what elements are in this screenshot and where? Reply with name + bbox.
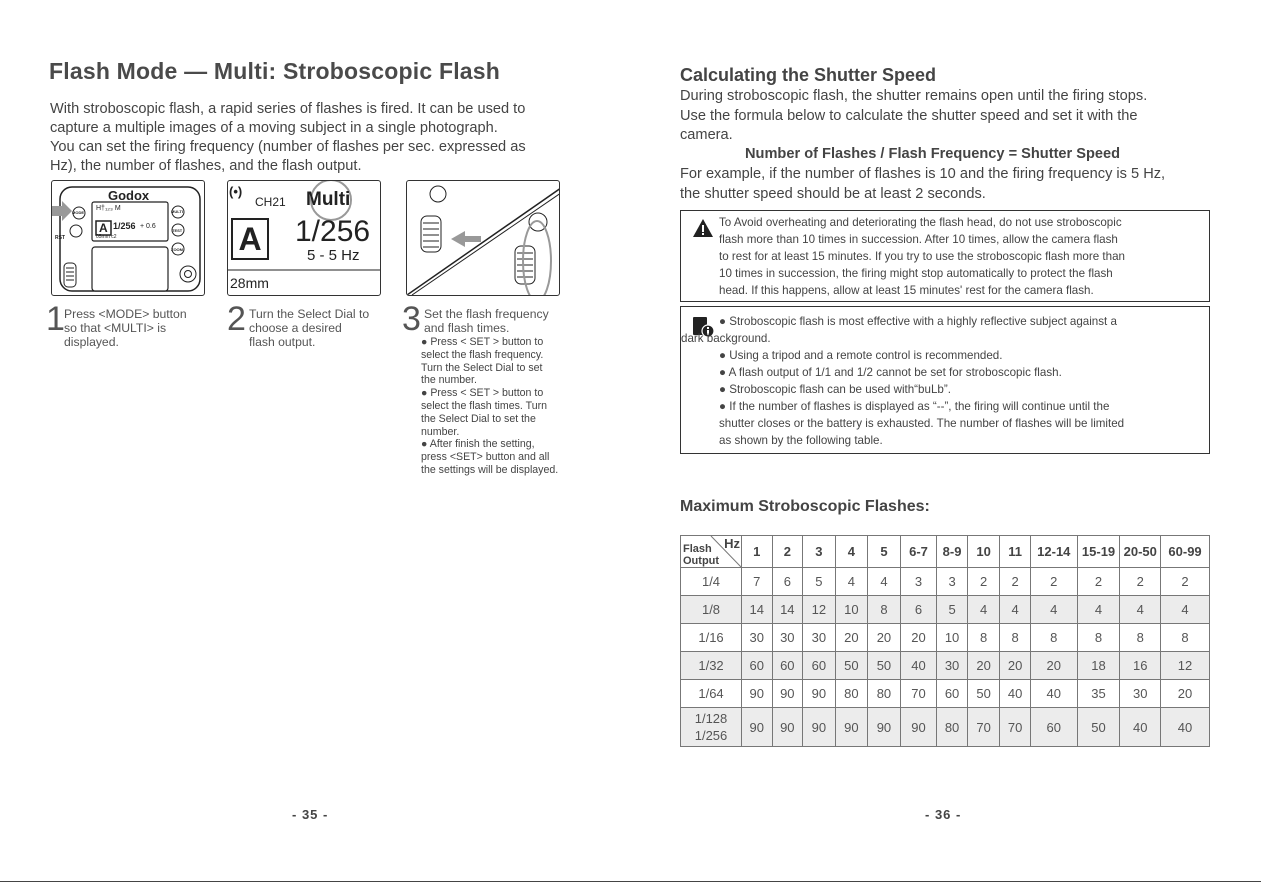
table-cell: 8	[868, 596, 901, 624]
table-cell: 12	[1161, 652, 1210, 680]
screen-compensation: + 0.6	[140, 223, 156, 230]
multi-button-label: MULTI	[171, 209, 183, 214]
table-cell: 50	[1077, 708, 1120, 747]
table-cell: 8	[967, 624, 1000, 652]
screen-mode-letter: A	[99, 221, 108, 235]
note-line: ● If the number of flashes is displayed as “--”, the firing will continue until the	[719, 400, 1110, 413]
row-label-line: 1/256	[694, 728, 728, 743]
table-cell: 40	[1030, 680, 1077, 708]
table-header-cell: 6-7	[900, 536, 937, 568]
table-cell: 8	[1030, 624, 1077, 652]
table-cell: 12	[803, 596, 836, 624]
table-header-cell: 5	[868, 536, 901, 568]
warning-icon	[692, 218, 714, 238]
table-cell: 8	[1000, 624, 1031, 652]
para-line: camera.	[680, 127, 733, 144]
table-cell: 30	[742, 624, 773, 652]
table-cell: 18	[1077, 652, 1120, 680]
row-label-cell: 1/32	[681, 652, 742, 680]
warning-line: To Avoid overheating and deteriorating the flash head, do not use stroboscopic	[719, 216, 1122, 229]
step-number: 2	[227, 300, 246, 338]
table-cell: 70	[967, 708, 1000, 747]
table-header-cell: 2	[772, 536, 803, 568]
table-corner-cell	[681, 536, 742, 568]
table-cell: 50	[967, 680, 1000, 708]
table-cell: 4	[1000, 596, 1031, 624]
table-cell: 20	[900, 624, 937, 652]
table-cell: 90	[900, 708, 937, 747]
table-row	[681, 568, 1210, 596]
table-cell: 40	[1120, 708, 1161, 747]
table-cell: 40	[1161, 708, 1210, 747]
step-line: displayed.	[64, 335, 119, 349]
mode-button-label: MODE	[72, 210, 84, 215]
shutter-paragraph	[680, 87, 1220, 146]
table-cell: 70	[900, 680, 937, 708]
step-line: and flash times.	[424, 321, 510, 335]
table-cell: 2	[1000, 568, 1031, 596]
flash-output-label: Flash Output	[683, 543, 720, 567]
table-cell: 90	[772, 708, 803, 747]
table-title: Maximum Stroboscopic Flashes:	[680, 498, 930, 515]
note-box	[680, 306, 1210, 454]
note-text	[681, 313, 1201, 449]
table-header-cell: 10	[967, 536, 1000, 568]
warning-line: 10 times in succession, the firing might stop automatically to protect the flash	[719, 267, 1113, 280]
table-cell: 90	[835, 708, 868, 747]
brand-logo: Godox	[108, 188, 150, 203]
multi-mode-label: Multi	[306, 189, 351, 210]
table-cell: 4	[868, 568, 901, 596]
substep-line: ● Press < SET > button to	[421, 336, 544, 348]
lcd-zoom: 28mm	[230, 275, 269, 291]
table-cell: 5	[803, 568, 836, 596]
table-cell: 8	[1077, 624, 1120, 652]
step-line: Press <MODE> button	[64, 307, 187, 321]
row-label-cell	[681, 708, 742, 747]
table-cell: 30	[803, 624, 836, 652]
table-cell: 50	[868, 652, 901, 680]
table-cell: 20	[868, 624, 901, 652]
row-label-cell: 1/64	[681, 680, 742, 708]
note-line: dark background.	[681, 332, 771, 345]
step-line: Set the flash frequency	[424, 307, 549, 321]
lcd-frequency: 5 - 5 Hz	[307, 247, 360, 264]
table-cell: 90	[742, 680, 773, 708]
step-line: flash output.	[249, 335, 316, 349]
warning-text	[719, 214, 1201, 299]
step-text	[424, 307, 549, 335]
substep-line: Turn the Select Dial to set	[421, 361, 543, 374]
table-cell: 4	[1120, 596, 1161, 624]
table-cell: 6	[900, 596, 937, 624]
table-header-cell: 4	[835, 536, 868, 568]
table-header-cell: 60-99	[1161, 536, 1210, 568]
table-cell: 4	[1161, 596, 1210, 624]
table-header-cell: 15-19	[1077, 536, 1120, 568]
table-header-row	[681, 536, 1210, 568]
max-flashes-table	[680, 535, 1210, 747]
substep-line: ● Press < SET > button to	[421, 387, 544, 400]
note-line: ● Stroboscopic flash is most effective with a highly reflective subject against a	[719, 315, 1117, 328]
table-cell: 2	[1077, 568, 1120, 596]
note-line: ● Using a tripod and a remote control is recommended.	[719, 349, 1003, 362]
substep-line: select the flash times. Turn	[421, 399, 548, 412]
table-cell: 90	[742, 708, 773, 747]
step-text	[249, 307, 369, 349]
table-row	[681, 652, 1210, 680]
table-cell: 7	[742, 568, 773, 596]
step-text	[64, 307, 187, 349]
table-row	[681, 680, 1210, 708]
table-row	[681, 624, 1210, 652]
substep-line: select the flash frequency.	[421, 348, 544, 361]
table-header-cell: 20-50	[1120, 536, 1161, 568]
para-line: the shutter speed should be at least 2 seconds.	[680, 185, 986, 202]
figure-flash-panel	[51, 180, 205, 296]
table-cell: 20	[835, 624, 868, 652]
table-cell: 30	[1120, 680, 1161, 708]
table-cell: 80	[868, 680, 901, 708]
lcd-output-value: 1/256	[295, 215, 371, 248]
table-cell: 20	[1030, 652, 1077, 680]
table-cell: 2	[1161, 568, 1210, 596]
step-number: 3	[402, 300, 421, 338]
rst-button-label: RST	[55, 235, 65, 241]
table-cell: 90	[868, 708, 901, 747]
page-number-left: - 35 -	[292, 807, 329, 822]
warning-line: to rest for at least 15 minutes. If you try to use the stroboscopic flash more than	[719, 250, 1125, 263]
step-line: so that <MULTI> is	[64, 321, 167, 335]
step-line: Turn the Select Dial to	[249, 307, 370, 321]
row-label-cell: 1/4	[681, 568, 742, 596]
mode-letter-box: A	[231, 218, 269, 260]
table-cell: 30	[772, 624, 803, 652]
step-line: choose a desired	[249, 321, 342, 335]
row-label-line: 1/128	[694, 711, 728, 726]
table-header-cell: 12-14	[1030, 536, 1077, 568]
table-cell: 16	[1120, 652, 1161, 680]
table-cell: 30	[937, 652, 968, 680]
table-cell: 70	[1000, 708, 1031, 747]
substep-line: press <SET> button and all	[421, 451, 550, 464]
wireless-icon: (•)	[229, 184, 243, 199]
screen-output-value: 1/256	[113, 221, 136, 231]
table-header-cell: 11	[1000, 536, 1031, 568]
warning-box	[680, 210, 1210, 302]
zoom-button-label: ZOOM	[171, 247, 183, 252]
intro-line: capture a multiple images of a moving subject in a single photograph.	[50, 120, 498, 136]
substep-line: ● After finish the setting,	[421, 438, 535, 451]
table-cell: 8	[1161, 624, 1210, 652]
para-line: Use the formula below to calculate the shutter speed and set it with the	[680, 107, 1138, 124]
table-cell: 20	[1000, 652, 1031, 680]
table-cell: 4	[1077, 596, 1120, 624]
table-cell: 10	[937, 624, 968, 652]
note-line: as shown by the following table.	[719, 434, 883, 447]
shutter-formula: Number of Flashes / Flash Frequency = Shutter Speed	[745, 146, 1121, 162]
table-cell: 8	[1120, 624, 1161, 652]
table-cell: 60	[772, 652, 803, 680]
intro-line: Hz), the number of flashes, and the flash output.	[50, 158, 362, 174]
select-dial-illustration	[407, 181, 560, 295]
substep-line: the number.	[421, 374, 477, 387]
table-cell: 90	[803, 680, 836, 708]
table-cell: 20	[1161, 680, 1210, 708]
table-cell: 2	[1120, 568, 1161, 596]
example-paragraph	[680, 165, 1220, 204]
table-row	[681, 708, 1210, 747]
step3-substeps	[421, 336, 591, 477]
note-line: shutter closes or the battery is exhausted. The number of flashes will be limited	[719, 417, 1125, 430]
table-header-cell: 1	[742, 536, 773, 568]
channel-label: CH21	[255, 195, 286, 209]
table-cell: 2	[967, 568, 1000, 596]
table-cell: 40	[1000, 680, 1031, 708]
table-header-cell: 3	[803, 536, 836, 568]
page-number-right: - 36 -	[925, 807, 962, 822]
table-cell: 80	[835, 680, 868, 708]
note-line: ● Stroboscopic flash can be used with“buLb”.	[719, 383, 951, 396]
figure-lcd-screen	[227, 180, 381, 296]
intro-line: You can set the firing frequency (number of flashes per sec. expressed as	[50, 139, 526, 155]
table-cell: 14	[742, 596, 773, 624]
table-cell: 60	[1030, 708, 1077, 747]
table-cell: 6	[772, 568, 803, 596]
table-cell: 2	[1030, 568, 1077, 596]
table-cell: 40	[900, 652, 937, 680]
table-cell: 90	[772, 680, 803, 708]
substep-line: the Select Dial to set the	[421, 412, 536, 425]
table-cell: 3	[937, 568, 968, 596]
table-cell: 5	[937, 596, 968, 624]
para-line: For example, if the number of flashes is 10 and the firing frequency is 5 Hz,	[680, 166, 1166, 182]
substep-line: number.	[421, 425, 460, 438]
table-cell: 60	[803, 652, 836, 680]
figure-select-dial	[406, 180, 560, 296]
row-label-cell: 1/8	[681, 596, 742, 624]
table-row	[681, 596, 1210, 624]
bottom-rule	[0, 881, 1261, 882]
screen-bottom-line: 05mm c2	[96, 234, 117, 240]
note-line: ● A flash output of 1/1 and 1/2 cannot be set for stroboscopic flash.	[719, 366, 1062, 379]
table-cell: 60	[937, 680, 968, 708]
hz-label: Hz	[724, 536, 741, 551]
test-button-label: TEST	[172, 228, 183, 233]
table-cell: 10	[835, 596, 868, 624]
table-cell: 50	[835, 652, 868, 680]
table-cell: 4	[1030, 596, 1077, 624]
page-title-left: Flash Mode — Multi: Stroboscopic Flash	[49, 58, 501, 84]
table-cell: 4	[967, 596, 1000, 624]
substep-line: the settings will be displayed.	[421, 463, 559, 476]
table-cell: 20	[967, 652, 1000, 680]
table-cell: 90	[803, 708, 836, 747]
intro-paragraph	[50, 100, 620, 176]
intro-line: With stroboscopic flash, a rapid series of flashes is fired. It can be used to	[50, 101, 526, 117]
table-cell: 14	[772, 596, 803, 624]
para-line: During stroboscopic flash, the shutter remains open until the firing stops.	[680, 88, 1148, 104]
step-number: 1	[46, 300, 65, 338]
table-cell: 3	[900, 568, 937, 596]
warning-line: head. If this happens, allow at least 15 minutes' rest for the camera flash.	[719, 284, 1094, 297]
screen-top-line: H†₁₂₃ M	[96, 205, 121, 212]
section-title-shutter: Calculating the Shutter Speed	[680, 65, 937, 85]
table-cell: 80	[937, 708, 968, 747]
table-header-cell: 8-9	[937, 536, 968, 568]
table-cell: 35	[1077, 680, 1120, 708]
table-cell: 60	[742, 652, 773, 680]
warning-line: flash more than 10 times in succession. After 10 times, allow the camera flash	[719, 233, 1118, 246]
row-label-cell: 1/16	[681, 624, 742, 652]
table-cell: 4	[835, 568, 868, 596]
